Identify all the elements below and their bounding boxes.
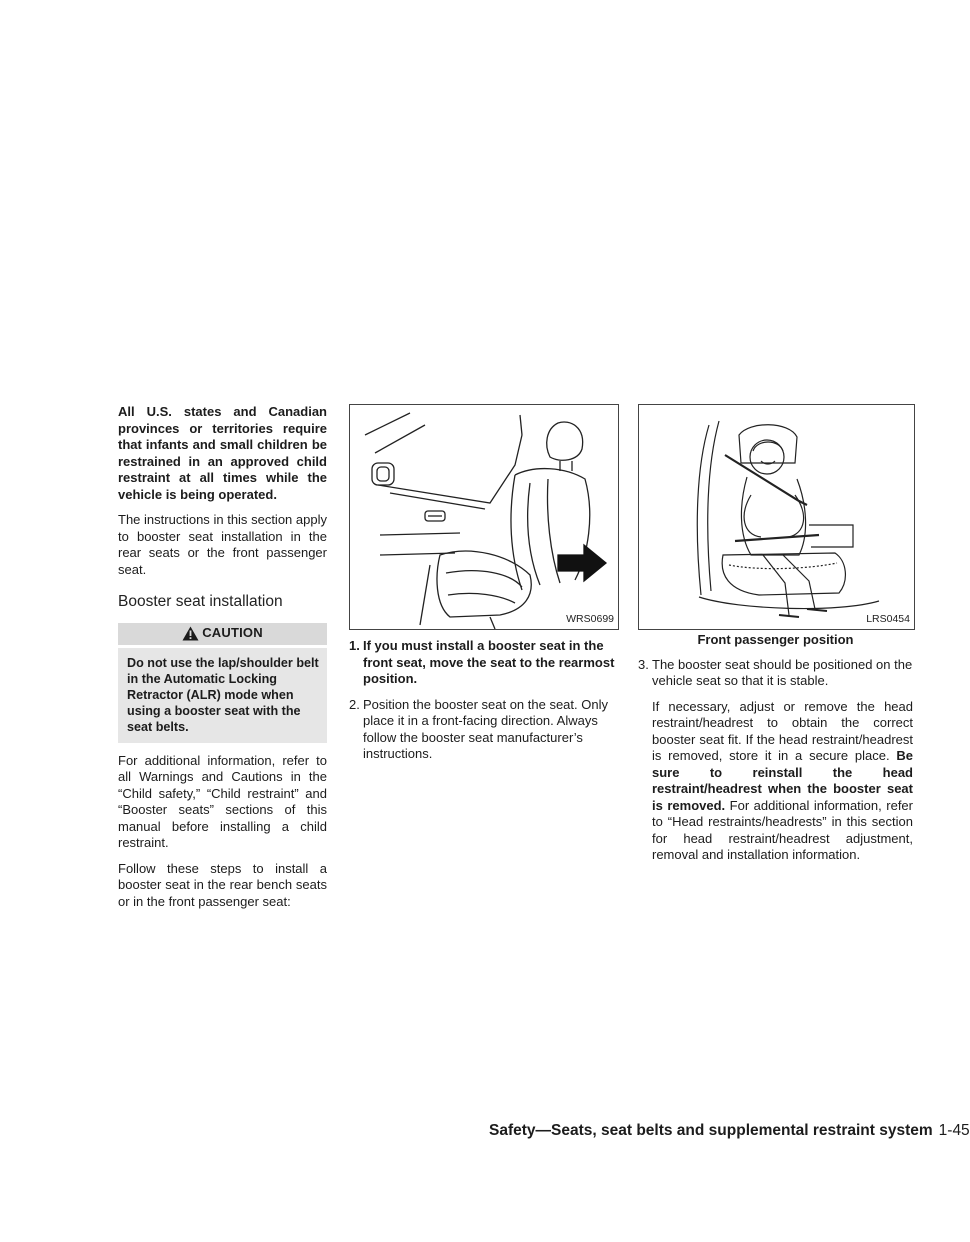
step-number: 3.: [638, 656, 649, 672]
column-right: [638, 404, 913, 873]
figure-caption: Front passenger position: [697, 632, 854, 647]
step3-text-a: If necessary, adjust or remove the head restraint/headrest to obtain the correct booster seat fit. If the head restraint/headrest is removed, store it in a secure place.: [652, 698, 913, 763]
vehicle-seat-illustration: [350, 405, 618, 629]
step-item: [349, 638, 619, 688]
footer-title: Safety—Seats, seat belts and supplemental restraint system: [489, 1122, 933, 1139]
step-item: [349, 697, 619, 763]
figure-booster-illustration: [638, 404, 915, 630]
step-text: Position the booster seat on the seat. Only place it in a front-facing direction. Always follow the booster seat manufacturer’s instructions.: [363, 696, 608, 761]
intro-paragraph: The instructions in this section apply to booster seat installation in the rear seats or the front passenger seat.: [118, 512, 327, 577]
steps-list-right: [638, 657, 913, 690]
step-number: 1.: [349, 638, 360, 653]
steps-intro-paragraph: Follow these steps to install a booster seat in the rear bench seats or in the front passenger seat:: [118, 860, 327, 909]
caution-text: Do not use the lap/shoulder belt in the Automatic Locking Retractor (ALR) mode when using a booster seat with the seat belts.: [118, 648, 327, 743]
step3-text-b: For additional information, refer to “Head restraints/headrests” in this section for head restraint/headrest adjustment, removal and installation information.: [652, 797, 913, 862]
page-footer: [489, 1122, 970, 1140]
steps-list-middle: [349, 638, 619, 763]
figure-code: LRS0454: [866, 612, 910, 625]
column-left: [118, 404, 327, 919]
step3-detail-paragraph: [638, 699, 913, 864]
intro-bold-paragraph: All U.S. states and Canadian provinces or territories require that infants and small children be restrained in an approved child restraint at all times while the vehicle is being operated.: [118, 404, 327, 502]
info-paragraph: For additional information, refer to all Warnings and Cautions in the “Child safety,” “Child restraint” and “Booster seats” sections of this manual before installing a child restraint.: [118, 752, 327, 850]
page-number: 1-45: [938, 1122, 970, 1139]
caution-label: CAUTION: [202, 625, 263, 641]
warning-triangle-icon: [182, 626, 199, 641]
step3-text-bold: Be sure to reinstall the head restraint/headrest when the booster seat is removed.: [652, 748, 913, 813]
child-booster-seat-illustration: [639, 405, 914, 629]
figure-code: WRS0699: [566, 612, 614, 625]
column-middle: [349, 404, 619, 772]
step-item: [638, 657, 913, 690]
caution-header: [118, 623, 327, 645]
step-text: The booster seat should be positioned on the vehicle seat so that it is stable.: [652, 656, 913, 688]
step-text: If you must install a booster seat in the front seat, move the seat to the rearmost position.: [363, 638, 615, 686]
section-heading: Booster seat installation: [118, 593, 283, 610]
figure-seat-illustration: [349, 404, 619, 630]
step-number: 2.: [349, 696, 360, 712]
